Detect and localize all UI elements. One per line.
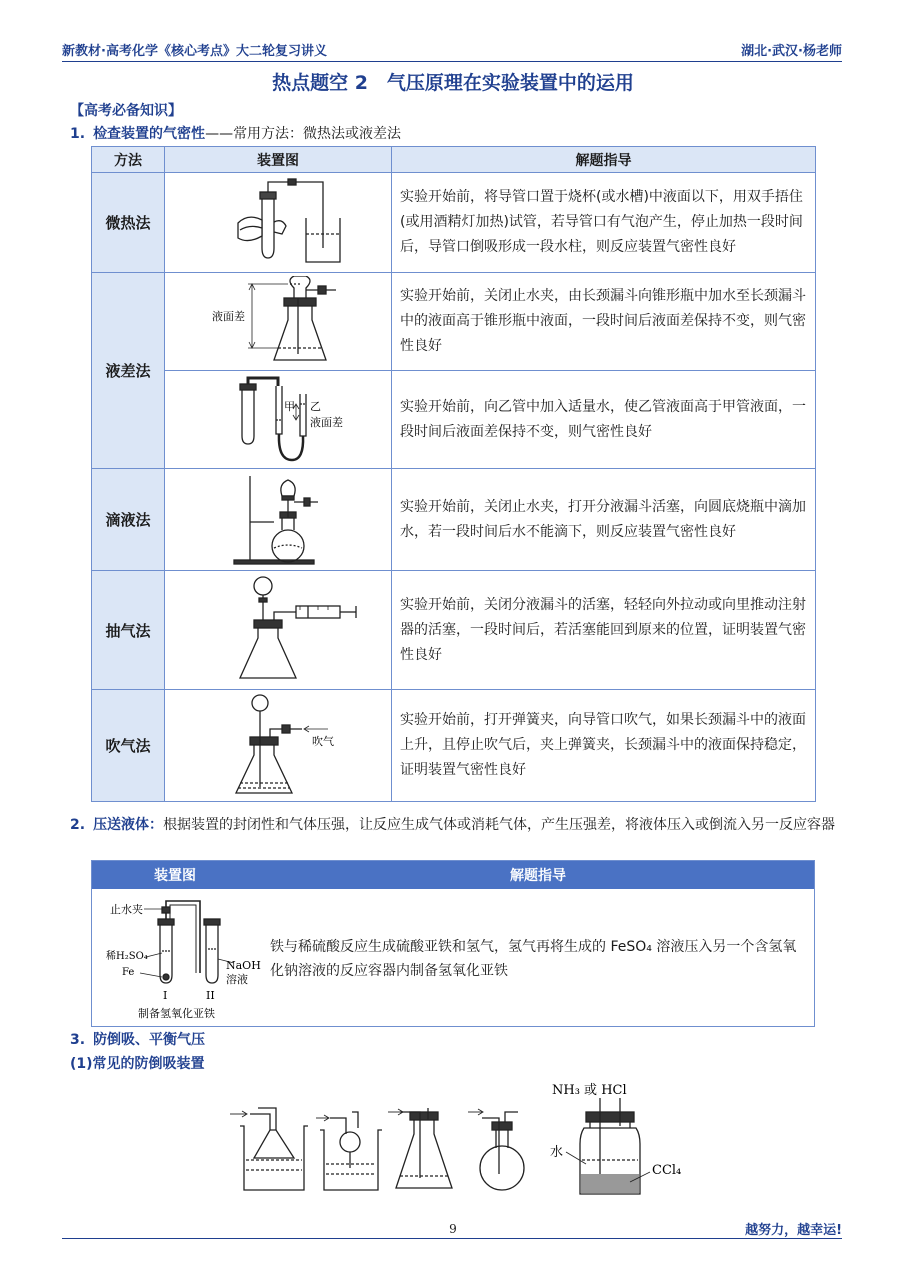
ccl4-label: CCl₄ xyxy=(652,1163,682,1178)
naoh-label: NaOH xyxy=(226,959,261,972)
diagram-cell xyxy=(165,173,392,273)
footer-slogan: 越努力，越幸运! xyxy=(745,1223,842,1238)
table-row xyxy=(92,173,816,273)
section1-heading xyxy=(70,124,401,144)
section1-title: 检查装置的气密性 xyxy=(93,126,206,142)
section2-title: 压送液体： xyxy=(93,817,164,833)
method-cell: 微热法 xyxy=(92,173,165,273)
column-header: 装置图 xyxy=(165,147,392,173)
section3-heading xyxy=(70,1030,205,1050)
section2-heading xyxy=(70,814,846,836)
caption-label: 制备氢氧化亚铁 xyxy=(138,1007,215,1020)
blow-label: 吹气 xyxy=(312,734,334,748)
tube2-label: II xyxy=(206,989,215,1002)
clamp-label: 止水夹 xyxy=(110,903,143,916)
footer-divider xyxy=(62,1238,842,1239)
section2-text: 根据装置的封闭性和气体压强，让反应生成气体或消耗气体，产生压强差，将液体压入或倒流入另一反应容器 xyxy=(163,817,836,833)
solution-label: 溶液 xyxy=(226,973,248,986)
level-diff-flask-diagram xyxy=(178,276,378,368)
page-number: 9 xyxy=(449,1222,457,1236)
level-diff-label: 液面差 xyxy=(212,309,245,323)
guide-cell: 实验开始前，关闭止水夹，由长颈漏斗向锥形瓶中加水至长颈漏斗中的液面高于锥形瓶中液面，一段时间后液面差保持不变，则气密性良好 xyxy=(392,273,816,371)
header-left-text: 新教材·高考化学《核心考点》大二轮复习讲义 xyxy=(62,44,327,59)
gas-label: NH₃ 或 HCl xyxy=(552,1083,627,1098)
knowledge-heading: 【高考必备知识】 xyxy=(70,103,182,119)
page-header xyxy=(62,40,842,62)
method-cell: 抽气法 xyxy=(92,571,165,690)
u-tube-diagram xyxy=(178,374,378,466)
fe-label: Fe xyxy=(122,967,135,978)
tube1-label: I xyxy=(163,989,168,1002)
airtightness-table xyxy=(91,146,816,802)
column-header: 解题指导 xyxy=(392,147,816,173)
anti-suckback-diagrams xyxy=(220,1078,700,1208)
section1-rest: ——常用方法：微热法或液差法 xyxy=(205,126,402,142)
table-row xyxy=(92,690,816,802)
table-row xyxy=(92,571,816,690)
diagram-cell xyxy=(165,371,392,469)
section3-title: 防倒吸、平衡气压 xyxy=(93,1032,206,1048)
diagram-cell xyxy=(165,273,392,371)
section3-sub1: (1)常见的防倒吸装置 xyxy=(70,1056,205,1072)
section2-number: 2. xyxy=(70,817,86,833)
acid-label: 稀H₂SO₄ xyxy=(106,951,148,962)
press-table-header xyxy=(92,861,814,889)
guide-cell: 实验开始前，将导管口置于烧杯(或水槽)中液面以下，用双手捂住(或用酒精灯加热)试管，若导管口有气泡产生，停止加热一段时间后，导管口倒吸形成一段水柱，则反应装置气密性良好 xyxy=(392,173,816,273)
method-cell: 滴液法 xyxy=(92,469,165,571)
column-header: 解题指导 xyxy=(510,868,566,884)
yi-label: 乙 xyxy=(310,399,321,413)
page-title: 热点题空 2 气压原理在实验装置中的运用 xyxy=(272,72,634,94)
diagram-cell xyxy=(165,469,392,571)
water-label: 水 xyxy=(550,1145,564,1160)
section3-number: 3. xyxy=(70,1032,86,1048)
micro-heat-diagram xyxy=(178,178,378,268)
syringe-diagram xyxy=(178,574,378,686)
table-header-row xyxy=(92,147,816,173)
dropping-funnel-diagram xyxy=(178,472,378,568)
column-header: 方法 xyxy=(92,147,165,173)
method-cell: 吹气法 xyxy=(92,690,165,802)
blow-air-diagram xyxy=(178,693,378,799)
guide-cell: 实验开始前，向乙管中加入适量水，使乙管液面高于甲管液面，一段时间后液面差保持不变，则气密性良好 xyxy=(392,371,816,469)
column-header: 装置图 xyxy=(154,868,196,884)
guide-cell: 实验开始前，关闭分液漏斗的活塞，轻轻向外拉动或向里推动注射器的活塞，一段时间后，若活塞能回到原来的位置，证明装置气密性良好 xyxy=(392,571,816,690)
table-row xyxy=(92,371,816,469)
ferrous-hydroxide-diagram xyxy=(100,893,270,1023)
jia-label: 甲 xyxy=(284,399,295,413)
diagram-cell xyxy=(165,571,392,690)
section1-number: 1. xyxy=(70,126,86,142)
diagram-cell xyxy=(165,690,392,802)
header-right-text: 湖北·武汉·杨老师 xyxy=(741,44,842,59)
level-diff-label-2: 液面差 xyxy=(310,415,343,429)
guide-cell: 实验开始前，关闭止水夹，打开分液漏斗活塞，向圆底烧瓶中滴加水，若一段时间后水不能滴下，则反应装置气密性良好 xyxy=(392,469,816,571)
method-cell: 液差法 xyxy=(92,273,165,469)
table-row xyxy=(92,273,816,371)
table-row xyxy=(92,469,816,571)
guide-cell: 实验开始前，打开弹簧夹，向导管口吹气，如果长颈漏斗中的液面上升，且停止吹气后，夹上弹簧夹，长颈漏斗中的液面保持稳定，证明装置气密性良好 xyxy=(392,690,816,802)
press-guide-text: 铁与稀硫酸反应生成硫酸亚铁和氢气，氢气再将生成的 FeSO₄ 溶液压入另一个含氢氧化钠溶液的反应容器内制备氢氧化亚铁 xyxy=(270,939,797,979)
press-liquid-table xyxy=(91,860,815,1027)
